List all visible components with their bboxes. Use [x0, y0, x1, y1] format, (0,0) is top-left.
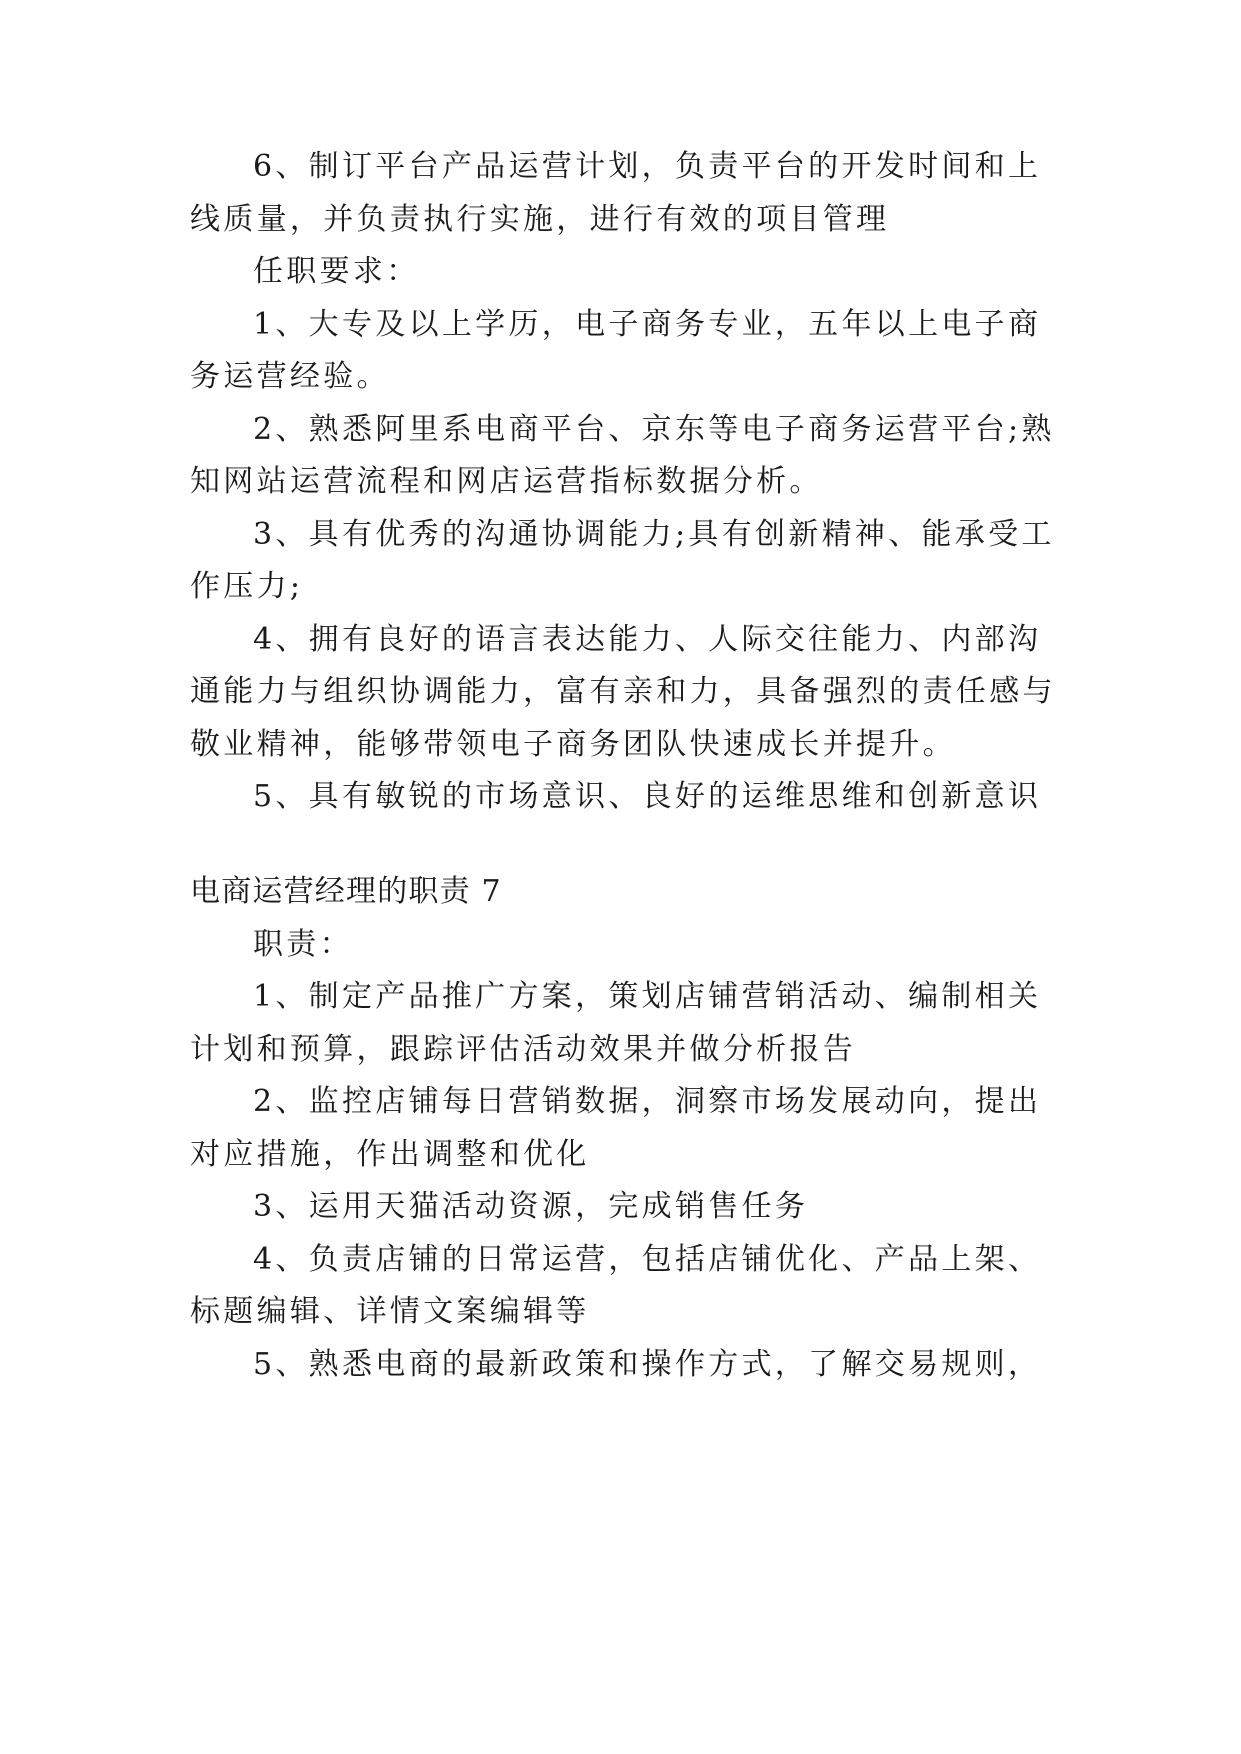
paragraph-line: 对应措施，作出调整和优化	[190, 1137, 590, 1172]
paragraph-line: 务运营经验。	[190, 359, 390, 394]
paragraph-line: 6、制订平台产品运营计划，负责平台的开发时间和上	[253, 149, 1042, 184]
paragraph-line: 4、拥有良好的语言表达能力、人际交往能力、内部沟	[253, 622, 1042, 657]
paragraph-line: 2、熟悉阿里系电商平台、京东等电子商务运营平台;熟	[253, 412, 1055, 447]
paragraph-line: 2、监控店铺每日营销数据，洞察市场发展动向，提出	[253, 1084, 1042, 1119]
paragraph-line: 作压力;	[190, 569, 304, 604]
paragraph-line: 3、具有优秀的沟通协调能力;具有创新精神、能承受工	[253, 517, 1055, 552]
paragraph-line: 5、熟悉电商的最新政策和操作方式，了解交易规则，	[253, 1347, 1042, 1382]
section-label: 职责：	[253, 927, 353, 962]
paragraph-line: 计划和预算，跟踪评估活动效果并做分析报告	[190, 1032, 856, 1067]
paragraph-line: 1、制定产品推广方案，策划店铺营销活动、编制相关	[253, 979, 1042, 1014]
paragraph-line: 标题编辑、详情文案编辑等	[190, 1294, 590, 1329]
paragraph-line: 敬业精神，能够带领电子商务团队快速成长并提升。	[190, 727, 956, 762]
section-heading: 电商运营经理的职责 7	[190, 874, 502, 909]
section-label: 任职要求：	[253, 254, 420, 289]
paragraph-line: 5、具有敏锐的市场意识、良好的运维思维和创新意识	[253, 779, 1042, 814]
paragraph-line: 知网站运营流程和网店运营指标数据分析。	[190, 464, 823, 499]
paragraph-line: 4、负责店铺的日常运营，包括店铺优化、产品上架、	[253, 1242, 1042, 1277]
paragraph-line: 线质量，并负责执行实施，进行有效的项目管理	[190, 202, 890, 237]
paragraph-line: 通能力与组织协调能力，富有亲和力，具备强烈的责任感与	[190, 674, 1056, 709]
paragraph-line: 3、运用天猫活动资源，完成销售任务	[253, 1189, 809, 1224]
paragraph-line: 1、大专及以上学历，电子商务专业，五年以上电子商	[253, 307, 1042, 342]
